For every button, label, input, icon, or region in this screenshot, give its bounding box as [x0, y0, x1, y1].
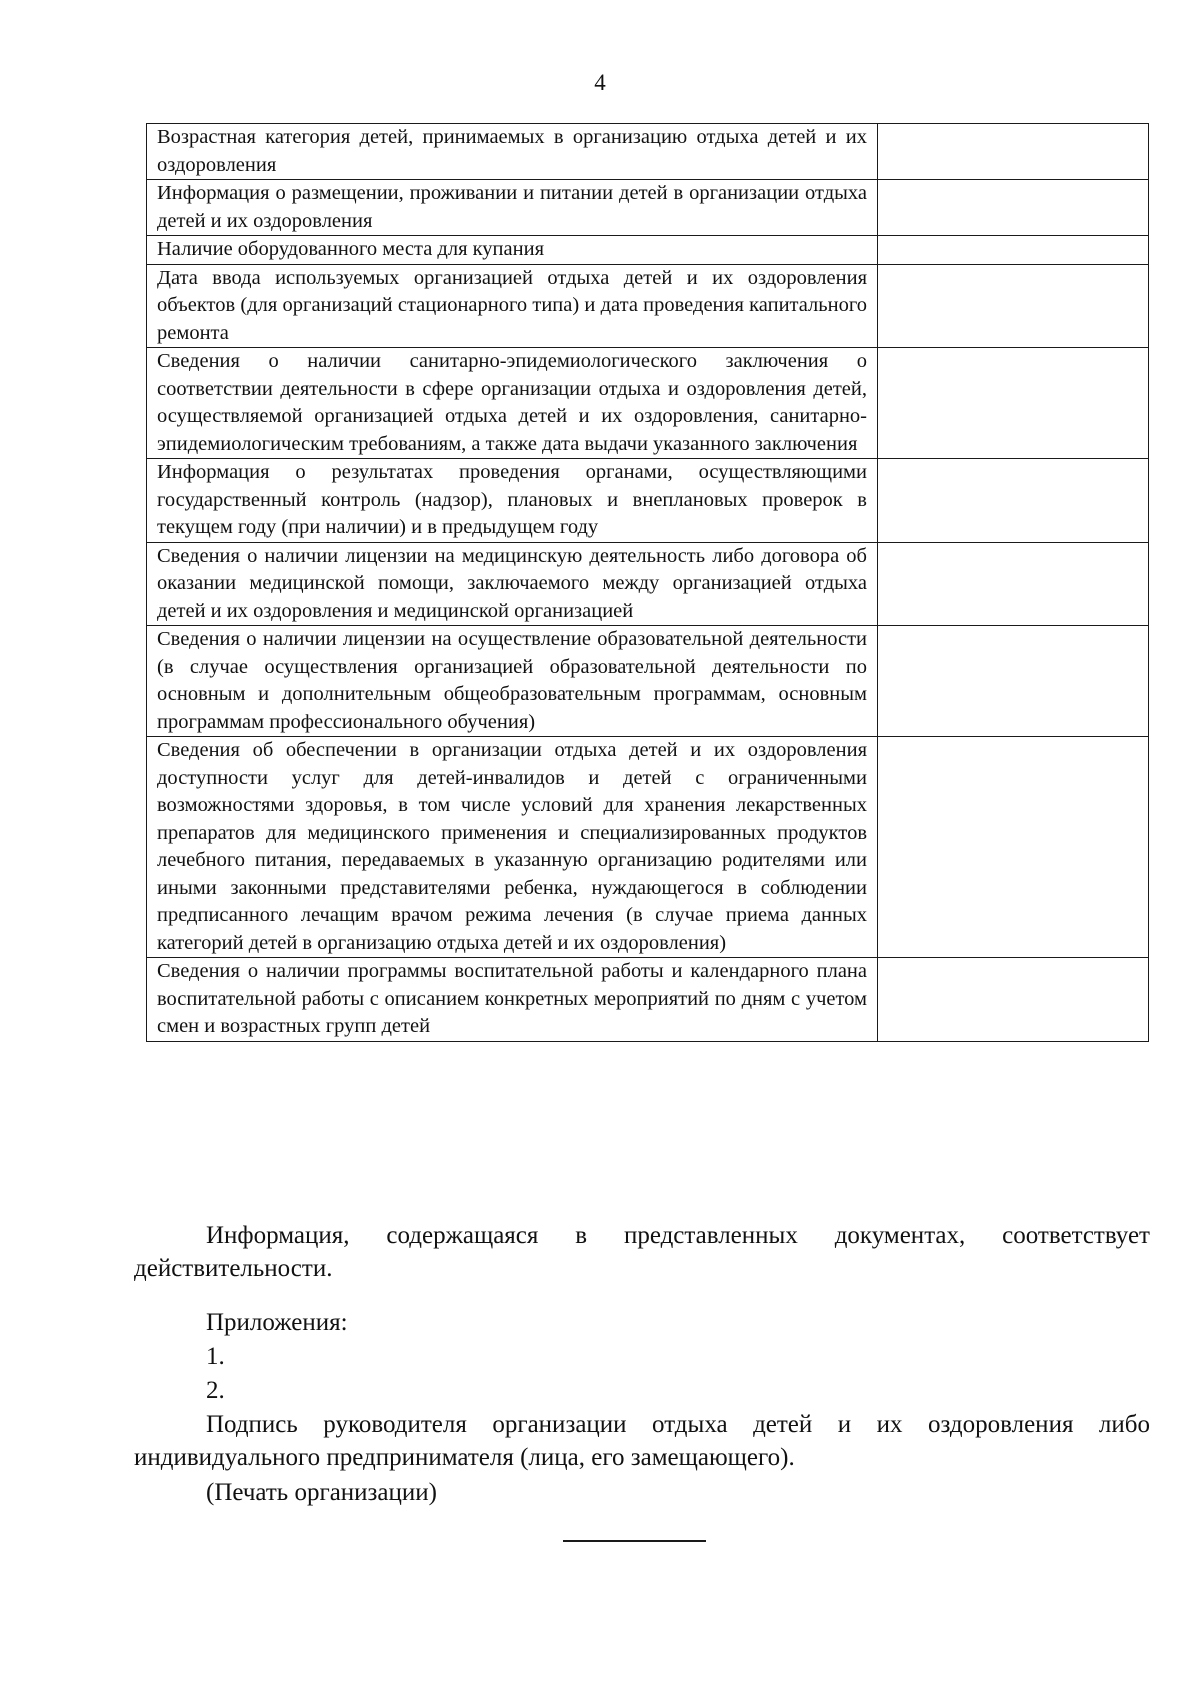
- row-value-cell: [878, 459, 1149, 543]
- attachment-item-1: 1.: [206, 1343, 225, 1370]
- row-value-cell: [878, 958, 1149, 1042]
- row-value-cell: [878, 124, 1149, 180]
- table-row: [147, 264, 1149, 348]
- table-row: [147, 737, 1149, 958]
- page-number: 4: [594, 70, 606, 95]
- row-value-cell: [878, 264, 1149, 348]
- row-value-cell: [878, 348, 1149, 459]
- row-label: Сведения о наличии лицензии на осуществление образовательной деятельности (в случае осуществления организацией образовательной деятельности по основным и дополнительным общеобразовательным программам, основным программам профессионального обучения): [147, 626, 878, 737]
- row-value-cell: [878, 737, 1149, 958]
- table-row: [147, 542, 1149, 626]
- row-label: Информация о результатах проведения органами, осуществляющими государственный контроль (надзор), плановых и внеплановых проверок в текущем году (при наличии) и в предыдущем году: [147, 459, 878, 543]
- row-label: Сведения об обеспечении в организации отдыха детей и их оздоровления доступности услуг для детей-инвалидов и детей с ограниченными возможностями здоровья, в том числе условий для хранения лекарственных препаратов для медицинского применения и специализированных продуктов лечебного питания, передаваемых в указанную организацию родителями или иными законными представителями ребенка, нуждающегося в соблюдении предписанного лечащим врачом режима лечения (в случае приема данных категорий детей в организацию отдыха детей и их оздоровления): [147, 737, 878, 958]
- attachments-heading: Приложения:: [206, 1309, 348, 1336]
- table-row: [147, 958, 1149, 1042]
- attachment-item-2: 2.: [206, 1377, 225, 1404]
- table-row: [147, 626, 1149, 737]
- statement-paragraph: Информация, содержащаяся в представленных документах, соответствует действительности.: [134, 1222, 1150, 1282]
- row-value-cell: [878, 542, 1149, 626]
- seal-note: (Печать организации): [206, 1479, 437, 1506]
- table-row: [147, 124, 1149, 180]
- row-value-cell: [878, 626, 1149, 737]
- end-rule: [563, 1540, 706, 1542]
- row-value-cell: [878, 180, 1149, 236]
- row-label: Наличие оборудованного места для купания: [147, 236, 878, 265]
- signature-paragraph: Подпись руководителя организации отдыха детей и их оздоровления либо индивидуального предпринимателя (лица, его замещающего).: [134, 1411, 1150, 1471]
- row-value-cell: [878, 236, 1149, 265]
- table-row: [147, 459, 1149, 543]
- table-row: [147, 236, 1149, 265]
- row-label: Дата ввода используемых организацией отдыха детей и их оздоровления объектов (для организаций стационарного типа) и дата проведения капитального ремонта: [147, 264, 878, 348]
- row-label: Возрастная категория детей, принимаемых в организацию отдыха детей и их оздоровления: [147, 124, 878, 180]
- row-label: Сведения о наличии программы воспитательной работы и календарного плана воспитательной работы с описанием конкретных мероприятий по дням с учетом смен и возрастных групп детей: [147, 958, 878, 1042]
- table-row: [147, 180, 1149, 236]
- table-row: [147, 348, 1149, 459]
- row-label: Сведения о наличии санитарно-эпидемиологического заключения о соответствии деятельности в сфере организации отдыха и оздоровления детей, осуществляемой организацией отдыха детей и их оздоровления, санитарно-эпидемиологическим требованиям, а также дата выдачи указанного заключения: [147, 348, 878, 459]
- row-label: Сведения о наличии лицензии на медицинскую деятельность либо договора об оказании медицинской помощи, заключаемого между организацией отдыха детей и их оздоровления и медицинской организацией: [147, 542, 878, 626]
- row-label: Информация о размещении, проживании и питании детей в организации отдыха детей и их оздоровления: [147, 180, 878, 236]
- information-table: [146, 123, 1149, 1042]
